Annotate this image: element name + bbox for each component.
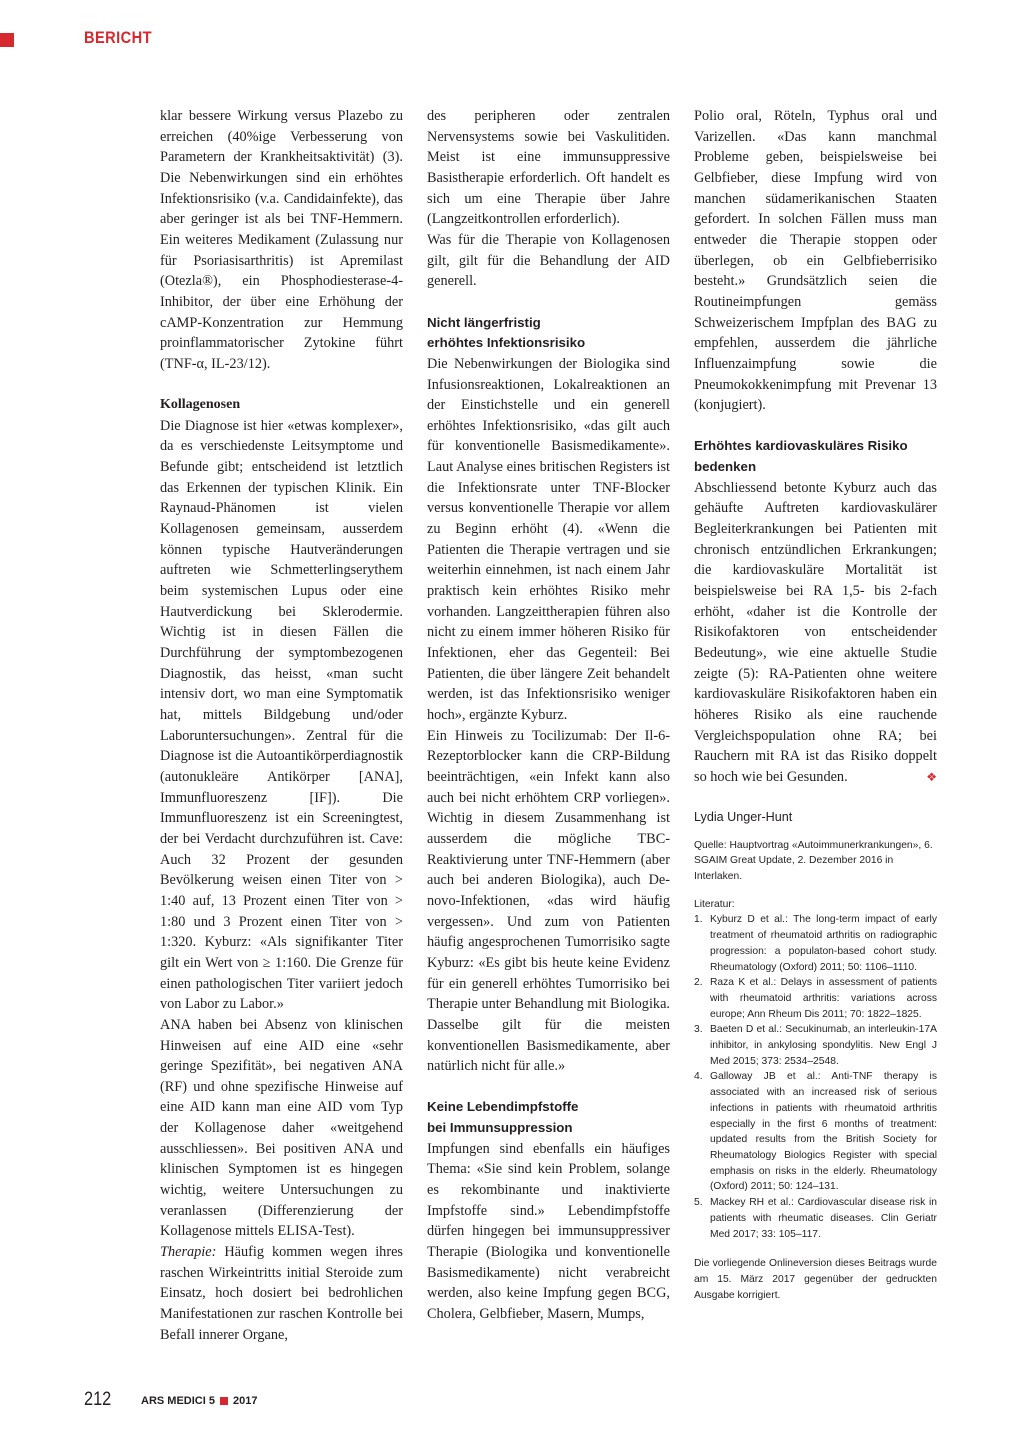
- paragraph-text: Häufig kommen wegen ihres raschen Wirkeintritts initial Steroide zum Einsatz, hoch dosiert bei bedrohlichen Manifestationen zur raschen Kontrolle bei Befall innerer Organe,: [160, 1244, 403, 1343]
- footer-square-icon: [220, 1397, 228, 1405]
- literature-text: Galloway JB et al.: Anti-TNF therapy is associated with an increased risk of serious infections in patients with rheumatoid arthritis especially in the first 6 months of treatment: updated results from the British Society for Rheumatology Biologics Register with special emphasis on risks in the elderly. Rheumatology (Oxford) 2011; 50: 124–131.: [710, 1071, 937, 1193]
- end-of-article-icon: ❖: [926, 769, 937, 784]
- subheading-kollagenosen: Kollagenosen: [160, 397, 241, 413]
- paragraph: Impfungen sind ebenfalls ein häufiges Thema: «Sie sind kein Problem, solange es rekombinante und inaktivierte Impfstoffe sind.» Lebendimpfstoffe dürfen hingegen bei immunsuppressiver Therapie (Biologika und konventionelle Basismedikamente) nicht verabreicht werden, also keine Impfung gegen BCG, Cholera, Gelbfieber, Masern, Mumps,: [427, 1140, 670, 1323]
- literature-text: Raza K et al.: Delays in assessment of patients with rheumatoid arthritis: variations across europe; Ann Rheum Dis 2011; 70: 1822–1825.: [710, 977, 937, 1020]
- paragraph: klar bessere Wirkung versus Plazebo zu erreichen (40%ige Verbesserung von Parametern der Krankheitsaktivität) (3). Die Nebenwirkungen sind ein erhöhtes Infektionsrisiko (v.a. Candidainfekte), das aber geringer ist als bei TNF-Hemmern. Ein weiteres Medikament (Zulassung nur für Psoriasisarthritis) ist Apremilast (Otezla®), ein Phosphodiesterase-4-Inhibitor, der über eine Erhöhung der cAMP-Konzentration zur Hemmung proinflammatorischer Zytokine führt (TNF-α, IL-23/12).: [160, 108, 403, 372]
- paragraph: des peripheren oder zentralen Nervensystems sowie bei Vaskulitiden. Meist ist eine immunsuppressive Basistherapie erforderlich. Oft handelt es sich um eine Therapie über Jahre (Langzeitkontrollen erforderlich).: [427, 108, 670, 228]
- literature-text: Mackey RH et al.: Cardiovascular disease risk in patients with rheumatic diseases. Clin Geriatr Med 2017; 33: 105–117.: [710, 1197, 937, 1240]
- column-1: [160, 106, 403, 1345]
- literature-number: 1.: [694, 914, 703, 926]
- literature-number: 4.: [694, 1071, 703, 1083]
- column-2: [427, 106, 670, 1325]
- paragraph: Abschliessend betonte Kyburz auch das gehäufte Auftreten kardiovaskulärer Begleiterkrankungen bei Patienten mit chronisch entzündlichen Erkrankungen; die kardiovaskuläre Mortalität ist beispielsweise bei RA 1,5- bis 2-fach erhöht, «daher ist die Kontrolle der Risikofaktoren von entscheidender Bedeutung», wie eine aktuelle Studie zeigte (5): RA-Patienten ohne weitere kardiovaskuläre Risikofaktoren haben ein höheres Risiko als eine rauchende Vergleichspopulation ohne RA; bei Rauchern mit RA ist das Risiko doppelt so hoch wie bei Gesunden. ❖: [694, 478, 937, 788]
- literature-item: [694, 1022, 937, 1069]
- magazine-name: ARS MEDICI 5: [141, 1395, 215, 1407]
- paragraph: Die Diagnose ist hier «etwas komplexer», da es verschiedenste Leitsymptome und Befunde gibt; entscheidend ist letztlich das Erkennen der typischen Klinik. Ein Raynaud-Phänomen ist vielen Kollagenosen gemeinsam, ausserdem können typische Hautveränderungen auftreten wie Schmetterlingserythem beim systemischen Lupus oder eine Hautverdickung bei Sklerodermie. Wichtig ist in diesen Fällen die Durchführung der symptombezogenen Diagnostik, das heisst, «man sucht intensiv dort, wo man eine Symptomatik hat, mittels Bildgebung und/oder Laboruntersuchungen». Zentral für die Diagnose ist die Autoantikörperdiagnostik (autonukleäre Antikörper [ANA], Immunfluoreszenz [IF]). Die Immunfluoreszenz ist ein Screeningtest, der bei Verdacht durchzuführen ist. Cave: Auch 32 Prozent der gesunden Bevölkerung weisen einen Titer von > 1:40 auf, 13 Prozent einen Titer von > 1:80 und 3 Prozent einen Titer von > 1:320. Kyburz: «Als signifikanter Titer gilt ein Wert von ≥ 1:160. Die Grenze für einen pathologischen Titer variiert jedoch von Labor zu Labor.»: [160, 417, 403, 1013]
- literature-text: Kyburz D et al.: The long-term impact of early treatment of rheumatoid arthritis on radiographic progression: a populaton-based cohort study. Rheumatology (Oxford) 2011; 50: 1106–1110.: [710, 914, 937, 973]
- paragraph-therapie: [160, 1242, 403, 1345]
- literature-number: 5.: [694, 1197, 703, 1209]
- page-number: 212: [84, 1389, 112, 1410]
- subheading-infektionsrisiko: Nicht längerfristig erhöhtes Infektionsrisiko: [427, 314, 586, 351]
- source-note: Quelle: Hauptvortrag «Autoimmunerkrankungen», 6. SGAIM Great Update, 2. Dezember 2016 in Interlaken.: [694, 839, 933, 883]
- literature-number: 3.: [694, 1024, 703, 1036]
- paragraph-lead-in: Therapie:: [160, 1244, 217, 1261]
- paragraph: Polio oral, Röteln, Typhus oral und Varizellen. «Das kann manchmal Probleme geben, beispielsweise bei Gelbfieber, diese Impfung wird von manchen südamerikanischen Staaten gefordert. In solchen Fällen muss man entweder die Therapie stoppen oder überlegen, ob ein Gelbfieberrisiko besteht.» Grundsätzlich seien die Routineimpfungen gemäss Schweizerischem Impfplan des BAG zu empfehlen, ausserdem die jährliche Influenzaimpfung sowie die Pneumokokkenimpfung mit Prevenar 13 (konjugiert).: [694, 108, 937, 414]
- paragraph: Die Nebenwirkungen der Biologika sind Infusionsreaktionen, Lokalreaktionen an der Einstichstelle und ein generell erhöhtes Infektionsrisiko, «das gilt auch für konventionelle Basismedikamente». Laut Analyse eines britischen Registers ist die Infektionsrate unter TNF-Blocker versus konventionelle Therapie vor allem zu Beginn erhöht (4). «Wenn die Patienten die Therapie vertragen und sie weiterhin einnehmen, ist nach einem Jahr praktisch kein erhöhtes Risiko mehr vorhanden. Langzeittherapien führen also nicht zu einem immer höheren Risiko für Infektionen, eher das Gegenteil: Bei Patienten, die über längere Zeit behandelt werden, ist das Infektionsrisiko weniger hoch», ergänzte Kyburz.: [427, 355, 670, 724]
- column-3: [694, 106, 937, 1303]
- magazine-year: 2017: [232, 1395, 258, 1407]
- author: Lydia Unger-Hunt: [694, 809, 793, 824]
- subheading-lebendimpfstoffe: Keine Lebendimpfstoffe bei Immunsuppression: [427, 1099, 579, 1136]
- section-label: BERICHT: [84, 28, 152, 47]
- literature-list: [694, 912, 937, 1242]
- paragraph: Was für die Therapie von Kollagenosen gilt, gilt für die Behandlung der AID generell.: [427, 231, 670, 290]
- subheading-kardiovaskulaer: Erhöhtes kardiovaskuläres Risiko bedenken: [694, 438, 908, 475]
- literature-label: Literatur:: [694, 898, 735, 910]
- paragraph: ANA haben bei Absenz von klinischen Hinweisen auf eine AID eine «sehr geringe Spezifität», bei negativen ANA (RF) und ohne spezifische Hinweise auf eine AID kann man eine AID vom Typ der Kollagenose daher «weitgehend ausschliessen». Bei positiven ANA und klinischen Symptomen ist es hingegen wichtig, weitere Untersuchungen zu veranlassen (Differenzierung der Kollagenose mittels ELISA-Test).: [160, 1016, 403, 1240]
- literature-item: [694, 975, 937, 1022]
- literature-item: [694, 912, 937, 975]
- paragraph: Ein Hinweis zu Tocilizumab: Der Il-6-Rezeptorblocker kann die CRP-Bildung beeinträchtigen, «ein Infekt kann also auch bei nicht erhöhtem CRP vorliegen». Wichtig in diesem Zusammenhang ist ausserdem die mögliche TBC-Reaktivierung unter TNF-Hemmern (aber auch bei anderen Biologika), auch De-novo-Infektionen, «das wird häufig vergessen». Und zum von Patienten häufig angesprochenen Tumorrisiko sagte Kyburz: «Es gibt bis heute keine Evidenz für ein generell erhöhtes Tumorrisiko bei Therapie unter Behandlung mit Biologika. Dasselbe gilt für die meisten konventionellen Basismedikamente, aber natürlich nicht für alle.»: [427, 727, 670, 1075]
- literature-text: Baeten D et al.: Secukinumab, an interleukin-17A inhibitor, in ankylosing spondylitis. New Engl J Med 2015; 373: 2534–2548.: [710, 1024, 937, 1067]
- magazine-footer: [141, 1395, 257, 1407]
- literature-item: [694, 1069, 937, 1195]
- section-marker: [0, 33, 14, 47]
- correction-note: Die vorliegende Onlineversion dieses Beitrags wurde am 15. März 2017 gegenüber der gedruckten Ausgabe korrigiert.: [694, 1258, 937, 1301]
- literature-number: 2.: [694, 977, 703, 989]
- literature-item: [694, 1195, 937, 1242]
